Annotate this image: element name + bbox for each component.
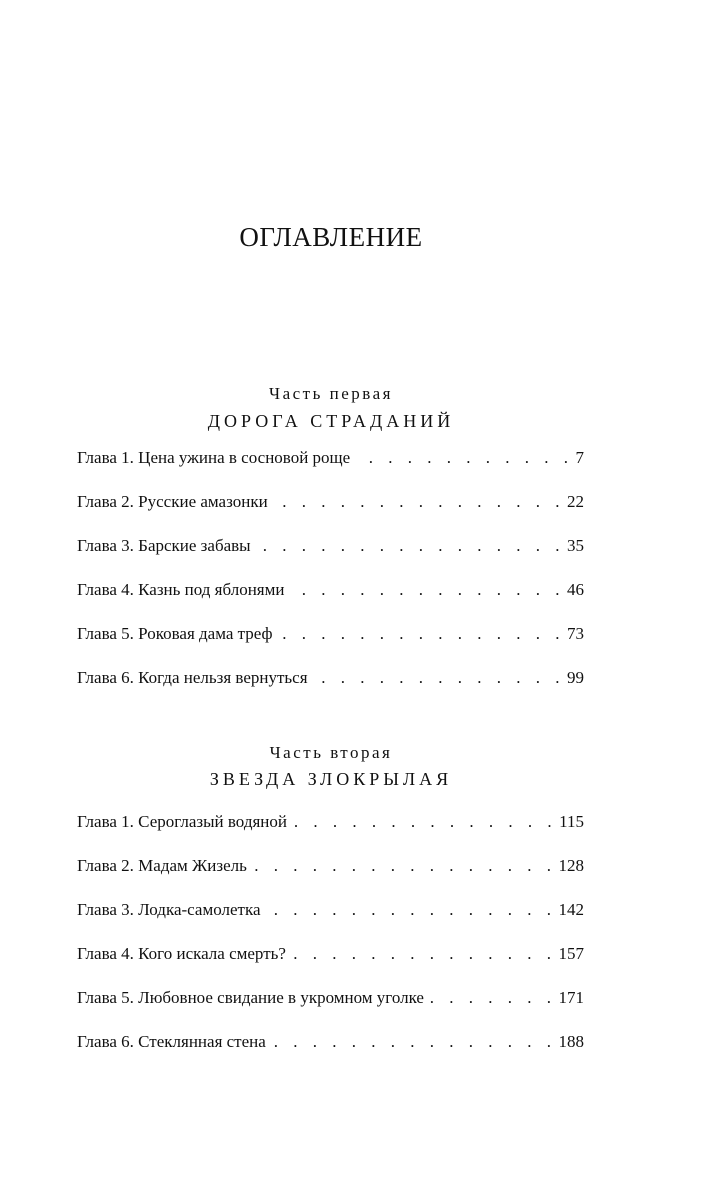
- part-2-name: ЗВЕЗДА ЗЛОКРЫЛАЯ: [209, 769, 453, 789]
- dot-leader: [279, 624, 565, 644]
- chapter-title: Глава 2. Русские амазонки: [77, 492, 268, 511]
- toc-entry[interactable]: [77, 668, 584, 712]
- dot-leader: [292, 944, 557, 964]
- page-number: 128: [558, 856, 584, 875]
- toc-title: ОГЛАВЛЕНИЕ: [239, 222, 423, 252]
- toc-entry[interactable]: [77, 492, 584, 536]
- toc-entry[interactable]: [77, 624, 584, 668]
- page-number: 7: [575, 448, 584, 467]
- dot-leader: [356, 448, 573, 468]
- part-2-chapter-list: [77, 812, 584, 1076]
- chapter-title: Глава 4. Казнь под яблонями: [77, 580, 285, 599]
- chapter-title: Глава 2. Мадам Жизель: [77, 856, 247, 875]
- dot-leader: [430, 988, 557, 1008]
- dot-leader: [272, 1032, 557, 1052]
- toc-entry[interactable]: [77, 944, 584, 988]
- dot-leader: [257, 536, 565, 556]
- chapter-title: Глава 3. Лодка-самолетка: [77, 900, 261, 919]
- dot-leader: [290, 580, 565, 600]
- dot-leader: [267, 900, 557, 920]
- toc-entry[interactable]: [77, 448, 584, 492]
- dot-leader: [274, 492, 565, 512]
- chapter-title: Глава 6. Стеклянная стена: [77, 1032, 266, 1051]
- page-number: 22: [567, 492, 584, 511]
- part-1-label: Часть первая: [269, 384, 393, 403]
- page-number: 35: [567, 536, 584, 555]
- page-number: 157: [558, 944, 584, 963]
- chapter-title: Глава 3. Барские забавы: [77, 536, 251, 555]
- part-1-chapter-list: [77, 448, 584, 712]
- toc-entry[interactable]: [77, 900, 584, 944]
- dot-leader: [293, 812, 557, 832]
- chapter-title: Глава 5. Роковая дама треф: [77, 624, 273, 643]
- dot-leader: [314, 668, 565, 688]
- toc-entry[interactable]: [77, 856, 584, 900]
- dot-leader: [253, 856, 557, 876]
- chapter-title: Глава 1. Сероглазый водяной: [77, 812, 287, 831]
- chapter-title: Глава 1. Цена ужина в сосновой роще: [77, 448, 351, 467]
- chapter-title: Глава 4. Кого искала смерть?: [77, 944, 286, 963]
- page-number: 99: [567, 668, 584, 687]
- part-2-label: Часть вторая: [269, 743, 393, 762]
- page-number: 142: [558, 900, 584, 919]
- page-number: 171: [558, 988, 584, 1007]
- toc-entry[interactable]: [77, 580, 584, 624]
- chapter-title: Глава 5. Любовное свидание в укромном уголке: [77, 988, 424, 1007]
- page-number: 73: [567, 624, 584, 643]
- toc-entry[interactable]: [77, 988, 584, 1032]
- toc-entry[interactable]: [77, 812, 584, 856]
- chapter-title: Глава 6. Когда нельзя вернуться: [77, 668, 308, 687]
- page-number: 46: [567, 580, 584, 599]
- page-number: 115: [559, 812, 584, 831]
- part-1-name: ДОРОГА СТРАДАНИЙ: [207, 411, 455, 431]
- toc-entry[interactable]: [77, 1032, 584, 1076]
- toc-entry[interactable]: [77, 536, 584, 580]
- page-number: 188: [558, 1032, 584, 1051]
